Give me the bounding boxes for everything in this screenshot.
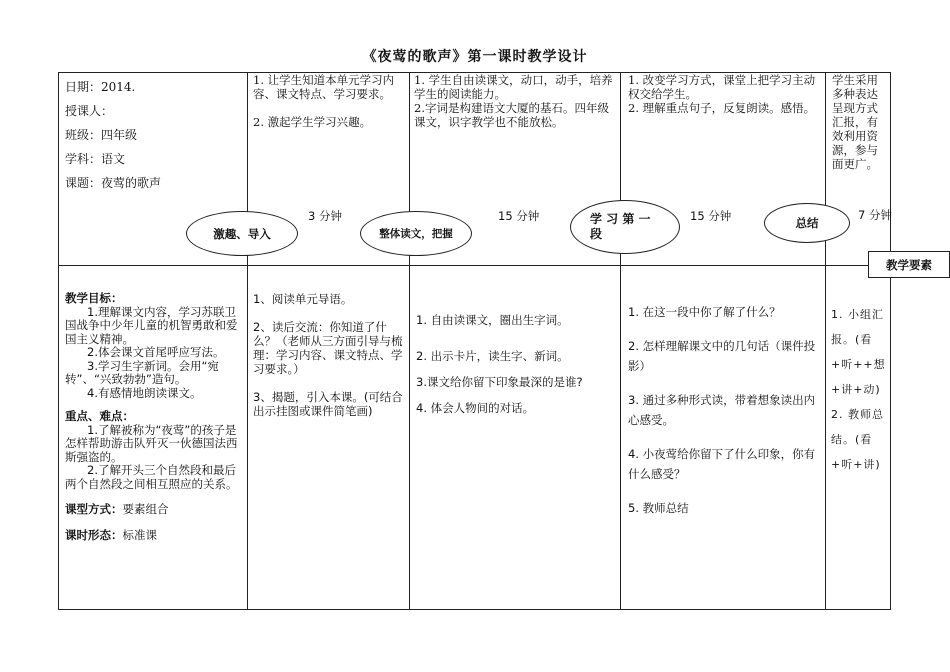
info-teacher: 授课人： [65, 104, 114, 118]
info-date: 日期：2014. [65, 80, 136, 94]
col-divider-2 [409, 72, 410, 610]
summary-steps-cell [831, 302, 887, 477]
flow-step-paragraph-time: 15 分钟 [690, 209, 732, 223]
paragraph-step-3: 3. 通过多种形式读，带着想象读出内心感受。 [628, 393, 816, 427]
flow-step-intro-label: 激趣、导入 [213, 226, 271, 241]
col-divider-1 [247, 72, 248, 610]
flow-step-summary-label: 总结 [795, 216, 819, 230]
lesson-type-label: 课型方式： [65, 502, 123, 516]
flow-step-paragraph [570, 200, 680, 254]
goal-item-1: 1.理解课文内容，学习苏联卫国战争中少年儿童的机智勇敢和爱国主义精神。 [65, 304, 238, 346]
reading-step-3: 3.课文给你留下印象最深的是谁? [416, 375, 583, 389]
top-cell-reading-line-2: 2.字词是构建语文大厦的基石。四年级课文，识字教学也不能放松。 [414, 101, 609, 129]
paragraph-step-4: 4. 小夜莺给你留下了什么印象，你有什么感受？ [628, 447, 816, 481]
info-subject: 学科：语文 [65, 152, 126, 166]
intro-step-2: 2、读后交流：你知道了什么？（老师从三方面引导与梳理：学习内容、课文特点、学习要求。） [253, 320, 403, 376]
reading-step-2: 2. 出示卡片，读生字、新词。 [416, 349, 569, 363]
flow-step-reading-label: 整体读文，把握 [379, 227, 453, 240]
requirements-label-box [868, 251, 950, 278]
goal-item-3: 3.学习生字新词。会用“宛转”、“兴致勃勃”造句。 [65, 358, 219, 386]
reading-step-4: 4. 体会人物间的对话。 [416, 401, 535, 415]
top-cell-study-line-1: 1. 改变学习方式，课堂上把学习主动权交给学生。 [628, 73, 816, 101]
summary-step-2: 2. 教师总结。(看+听+讲) [831, 408, 884, 471]
goal-item-4: 4.有感情地朗读课文。 [87, 385, 202, 400]
keys-heading: 重点、难点： [65, 409, 134, 423]
intro-step-3: 3、揭题，引入本课。(可结合出示挂图或课件简笔画) [253, 390, 403, 418]
table-border-left [58, 72, 59, 610]
top-cell-study [628, 73, 820, 115]
reading-steps-cell [416, 313, 616, 415]
lesson-form [65, 529, 243, 543]
table-divider-middle [58, 265, 891, 266]
flow-step-intro-time: 3 分钟 [308, 209, 342, 223]
paragraph-step-1: 1. 在这一段中你了解了什么？ [628, 305, 781, 319]
top-cell-study-line-2: 2. 理解重点句子，反复朗读。感悟。 [628, 101, 816, 115]
flow-step-reading-time: 15 分钟 [498, 209, 540, 223]
table-border-right [890, 72, 891, 610]
paragraph-step-2: 2. 怎样理解课文中的几句话（课件投影） [628, 339, 816, 373]
info-grade: 班级：四年级 [65, 128, 138, 142]
lesson-type-value: 要素组合 [122, 502, 169, 516]
summary-step-1: 1. 小组汇报。(看+听++想+讲+动) [831, 308, 886, 396]
goal-item-2: 2.体会课文首尾呼应写法。 [87, 345, 225, 359]
flow-step-paragraph-label: 学 习 第 一 段 [590, 212, 651, 241]
paragraph-step-5: 5. 教师总结 [628, 501, 689, 515]
top-cell-intro-line-2: 2. 激起学生学习兴趣。 [253, 115, 372, 129]
table-border-bottom [58, 609, 891, 610]
top-cell-intro [253, 73, 403, 129]
flow-step-summary [764, 203, 850, 243]
flow-step-summary-time: 7 分钟 [858, 208, 892, 222]
top-cell-reading [414, 73, 616, 129]
lesson-form-value: 标准课 [122, 527, 157, 542]
intro-steps-cell [253, 292, 405, 418]
key-item-1: 1.了解被称为“夜莺”的孩子是怎样帮助游击队歼灭一伙德国法西斯强盗的。 [65, 422, 238, 464]
goals-cell [65, 292, 243, 542]
reading-step-1: 1. 自由读课文，圈出生字词。 [416, 313, 569, 327]
flow-step-reading [360, 211, 472, 256]
requirements-label: 教学要素 [886, 257, 932, 272]
info-lesson: 课题：夜莺的歌声 [65, 176, 162, 190]
key-item-2: 2.了解开头三个自然段和最后两个自然段之间相互照应的关系。 [65, 463, 238, 491]
page-title: 《夜莺的歌声》第一课时教学设计 [362, 49, 588, 65]
flow-step-intro [186, 211, 298, 256]
paragraph-steps-cell [628, 302, 821, 518]
lesson-type [65, 503, 243, 517]
col-divider-4 [825, 72, 826, 610]
goals-heading: 教学目标： [65, 291, 123, 305]
top-cell-reading-line-1: 1. 学生自由读课文，动口，动手，培养学生的阅读能力。 [414, 73, 613, 101]
lesson-form-label: 课时形态： [65, 527, 123, 542]
col-divider-3 [620, 72, 621, 610]
top-cell-intro-line-1: 1. 让学生知道本单元学习内容、课文特点、学习要求。 [253, 73, 395, 101]
top-cell-summary: 学生采用多种表达呈现方式汇报，有效利用资源，参与面更广。 [832, 73, 878, 171]
intro-step-1: 1、阅读单元导语。 [253, 292, 353, 306]
